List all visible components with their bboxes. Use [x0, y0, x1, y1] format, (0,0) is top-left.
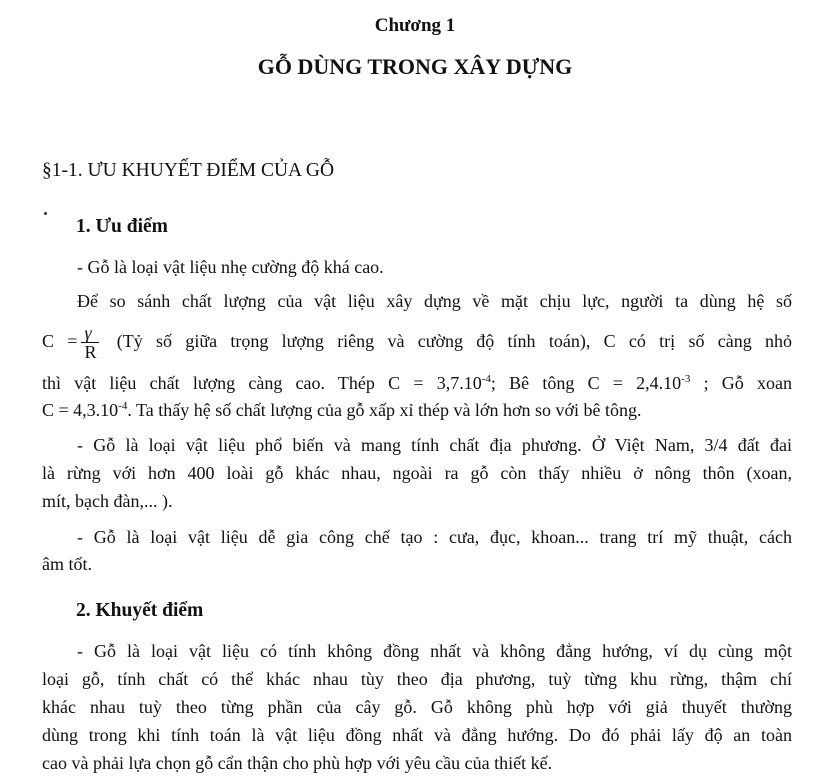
advantage-paragraph-4-line-2: âm tốt.: [42, 554, 92, 574]
scan-speck: [44, 212, 47, 215]
advantage-paragraph-4-line-1: - Gỗ là loại vật liệu dễ gia công chế tạo : cưa, đục, khoan... trang trí mỹ thuật, cách: [77, 527, 792, 547]
steel-exponent: -4: [481, 373, 491, 385]
xoan-coefficient-text: C = 4,3.10: [42, 400, 119, 420]
disadvantages-heading: 2. Khuyết điểm: [76, 600, 204, 621]
formula-denominator: R: [84, 342, 97, 363]
steel-coefficient-text: thì vật liệu chất lượng càng cao. Thép C = 3,7.10: [42, 373, 482, 393]
xoan-exponent: -4: [118, 400, 128, 412]
chapter-label: Chương 1: [374, 15, 456, 36]
formula-fraction: [81, 324, 99, 361]
concrete-exponent: -3: [681, 373, 691, 385]
advantage-paragraph-2-line-4: [42, 398, 792, 422]
formula-numerator: γ: [81, 324, 99, 343]
section-heading: §1-1. ƯU KHUYẾT ĐIỂM CỦA GỖ: [42, 160, 335, 181]
advantage-paragraph-3-line-2: là rừng với hơn 400 loài gỗ khác nhau, ngoài ra gỗ còn thấy nhiều ở nông thôn (xoan,: [42, 463, 792, 483]
disadvantage-line-5: cao và phải lựa chọn gỗ cẩn thận cho phù hợp với yêu cầu của thiết kế.: [42, 753, 553, 773]
concrete-coefficient-text: ; Bê tông C = 2,4.10: [490, 373, 682, 393]
advantage-paragraph-3-line-3: mít, bạch đàn,... ).: [42, 491, 173, 511]
xoan-wood-text: ; Gỗ xoan: [690, 373, 792, 393]
advantage-paragraph-1: - Gỗ là loại vật liệu nhẹ cường độ khá cao.: [77, 257, 384, 277]
advantage-paragraph-3-line-1: - Gỗ là loại vật liệu phổ biến và mang tính chất địa phương. Ở Việt Nam, 3/4 đất đai: [77, 435, 792, 455]
comparison-text: . Ta thấy hệ số chất lượng của gỗ xấp xỉ thép và lớn hơn so với bê tông.: [127, 400, 642, 420]
chapter-title: GỖ DÙNG TRONG XÂY DỰNG: [257, 54, 573, 79]
disadvantage-line-1: - Gỗ là loại vật liệu có tính không đồng nhất và không đẳng hướng, ví dụ cùng một: [77, 641, 792, 661]
advantage-paragraph-2-line-3: [42, 371, 792, 395]
disadvantage-line-3: khác nhau tuỳ theo từng phần của cây gỗ. Gỗ không phù hợp với giả thuyết thường: [42, 697, 792, 717]
disadvantage-line-4: dùng trong khi tính toán là vật liệu đồng nhất và đẳng hướng. Do đó phải lấy độ an toàn: [42, 725, 792, 745]
formula-description: (Tỷ số giữa trọng lượng riêng và cường độ tính toán), C có trị số càng nhỏ: [116, 331, 793, 351]
advantages-heading: 1. Ưu điểm: [76, 216, 168, 237]
advantage-paragraph-2-line-1: Để so sánh chất lượng của vật liệu xây dựng về mặt chịu lực, người ta dùng hệ số: [77, 291, 792, 311]
formula-lhs: C =: [42, 331, 78, 351]
disadvantage-line-2: loại gỗ, tính chất có thể khác nhau tùy theo địa phương, tuỳ từng khu rừng, thậm chí: [42, 669, 792, 689]
advantage-paragraph-2-line-2: [42, 321, 792, 361]
